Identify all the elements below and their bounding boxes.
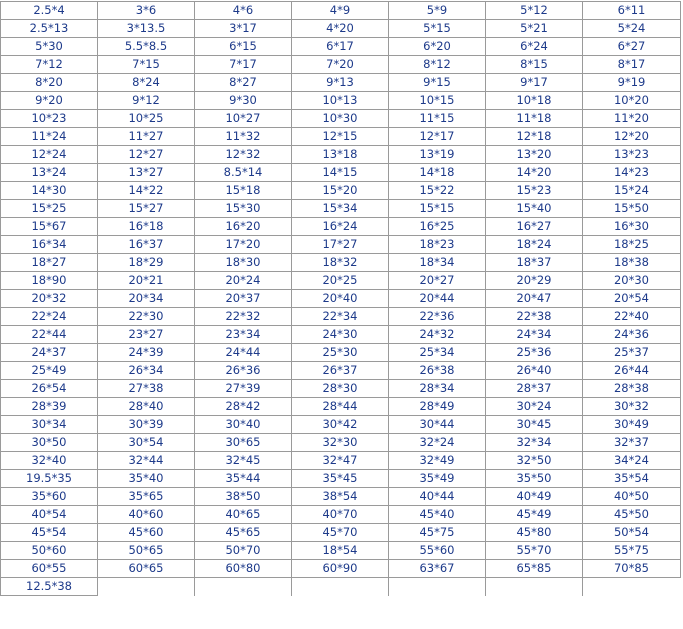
table-cell: 5*15 [389,20,486,38]
table-cell: 8*15 [486,56,583,74]
table-cell: 10*23 [1,110,98,128]
table-cell: 24*37 [1,344,98,362]
table-cell: 15*30 [195,200,292,218]
table-cell: 28*39 [1,398,98,416]
table-cell: 13*24 [1,164,98,182]
table-cell: 45*75 [389,524,486,542]
table-cell: 12*24 [1,146,98,164]
table-cell [195,578,292,596]
table-cell: 70*85 [583,560,681,578]
table-row [1,506,681,524]
table-cell: 5*12 [486,2,583,20]
table-cell: 25*49 [1,362,98,380]
table-cell: 9*20 [1,92,98,110]
table-cell: 35*44 [195,470,292,488]
table-cell: 18*90 [1,272,98,290]
table-cell: 40*65 [195,506,292,524]
table-cell: 32*34 [486,434,583,452]
table-cell [98,578,195,596]
table-cell: 11*20 [583,110,681,128]
table-cell: 11*24 [1,128,98,146]
table-cell: 55*60 [389,542,486,560]
table-cell: 11*27 [98,128,195,146]
table-cell: 15*22 [389,182,486,200]
table-cell: 50*65 [98,542,195,560]
table-cell: 12*20 [583,128,681,146]
table-row [1,524,681,542]
table-cell: 22*30 [98,308,195,326]
table-cell [583,578,681,596]
table-cell: 22*32 [195,308,292,326]
table-cell: 18*25 [583,236,681,254]
table-cell: 60*80 [195,560,292,578]
table-cell: 24*30 [292,326,389,344]
table-cell: 45*40 [389,506,486,524]
table-cell: 10*27 [195,110,292,128]
table-cell: 30*32 [583,398,681,416]
table-cell: 8*20 [1,74,98,92]
table-cell: 24*34 [486,326,583,344]
table-cell: 55*75 [583,542,681,560]
table-cell: 13*18 [292,146,389,164]
table-cell: 30*34 [1,416,98,434]
table-cell: 12*17 [389,128,486,146]
table-cell: 38*50 [195,488,292,506]
table-row [1,380,681,398]
table-cell: 16*27 [486,218,583,236]
table-cell: 35*49 [389,470,486,488]
table-cell: 28*49 [389,398,486,416]
table-cell: 2.5*4 [1,2,98,20]
table-row [1,560,681,578]
table-cell: 20*40 [292,290,389,308]
table-cell: 22*44 [1,326,98,344]
table-cell: 25*30 [292,344,389,362]
table-cell: 26*54 [1,380,98,398]
table-cell: 12*15 [292,128,389,146]
table-cell: 30*54 [98,434,195,452]
table-cell: 35*60 [1,488,98,506]
size-table-body [1,2,681,596]
table-row [1,20,681,38]
table-cell: 25*34 [389,344,486,362]
table-cell: 24*39 [98,344,195,362]
table-cell: 22*24 [1,308,98,326]
table-cell: 32*24 [389,434,486,452]
table-cell: 15*40 [486,200,583,218]
table-cell: 11*15 [389,110,486,128]
table-cell: 14*30 [1,182,98,200]
table-cell: 11*32 [195,128,292,146]
table-cell: 18*37 [486,254,583,272]
table-cell: 20*54 [583,290,681,308]
table-cell: 32*37 [583,434,681,452]
table-cell: 30*40 [195,416,292,434]
table-cell: 3*13.5 [98,20,195,38]
table-cell: 8*12 [389,56,486,74]
table-cell: 60*65 [98,560,195,578]
table-cell: 9*30 [195,92,292,110]
table-cell: 28*42 [195,398,292,416]
table-cell: 40*50 [583,488,681,506]
table-cell: 20*21 [98,272,195,290]
table-cell: 14*18 [389,164,486,182]
table-cell: 35*40 [98,470,195,488]
table-cell: 5*21 [486,20,583,38]
table-row [1,416,681,434]
table-cell: 32*30 [292,434,389,452]
table-cell: 13*27 [98,164,195,182]
table-cell: 4*20 [292,20,389,38]
table-cell: 50*60 [1,542,98,560]
table-cell: 7*15 [98,56,195,74]
table-row [1,362,681,380]
table-cell: 5.5*8.5 [98,38,195,56]
table-cell: 28*34 [389,380,486,398]
table-cell: 60*55 [1,560,98,578]
table-cell: 6*24 [486,38,583,56]
table-cell: 10*18 [486,92,583,110]
table-cell: 16*30 [583,218,681,236]
table-cell: 50*70 [195,542,292,560]
table-cell: 16*25 [389,218,486,236]
table-cell: 18*30 [195,254,292,272]
table-cell: 26*44 [583,362,681,380]
table-cell: 20*30 [583,272,681,290]
table-cell: 26*37 [292,362,389,380]
table-cell: 45*70 [292,524,389,542]
table-cell: 16*24 [292,218,389,236]
table-cell: 55*70 [486,542,583,560]
table-cell: 40*49 [486,488,583,506]
table-cell: 17*27 [292,236,389,254]
table-cell: 45*50 [583,506,681,524]
table-cell: 12*27 [98,146,195,164]
table-cell: 20*47 [486,290,583,308]
table-row [1,146,681,164]
table-cell: 9*12 [98,92,195,110]
table-cell: 15*15 [389,200,486,218]
table-row [1,578,681,596]
table-cell: 12*32 [195,146,292,164]
table-cell: 15*23 [486,182,583,200]
table-cell: 10*15 [389,92,486,110]
table-cell: 4*9 [292,2,389,20]
table-cell: 18*29 [98,254,195,272]
table-cell: 7*20 [292,56,389,74]
table-cell: 22*34 [292,308,389,326]
table-cell: 6*11 [583,2,681,20]
table-cell: 3*17 [195,20,292,38]
table-cell: 35*45 [292,470,389,488]
table-row [1,74,681,92]
table-cell: 38*54 [292,488,389,506]
table-row [1,344,681,362]
table-cell: 40*70 [292,506,389,524]
table-cell: 22*40 [583,308,681,326]
table-cell: 45*54 [1,524,98,542]
table-cell: 22*38 [486,308,583,326]
table-cell: 6*15 [195,38,292,56]
table-row [1,200,681,218]
table-cell: 11*18 [486,110,583,128]
table-cell: 10*30 [292,110,389,128]
table-cell: 30*24 [486,398,583,416]
table-cell: 32*50 [486,452,583,470]
table-cell: 30*50 [1,434,98,452]
table-cell: 35*54 [583,470,681,488]
table-cell: 65*85 [486,560,583,578]
table-row [1,470,681,488]
table-cell: 30*45 [486,416,583,434]
table-cell: 50*54 [583,524,681,542]
table-cell: 13*23 [583,146,681,164]
table-cell: 15*27 [98,200,195,218]
table-cell: 15*50 [583,200,681,218]
table-cell: 5*24 [583,20,681,38]
table-cell: 20*44 [389,290,486,308]
table-cell: 23*34 [195,326,292,344]
table-cell: 18*27 [1,254,98,272]
table-cell: 14*23 [583,164,681,182]
table-row [1,452,681,470]
table-cell: 30*42 [292,416,389,434]
table-cell [292,578,389,596]
table-cell: 6*17 [292,38,389,56]
table-cell: 24*44 [195,344,292,362]
table-cell: 17*20 [195,236,292,254]
table-cell: 8.5*14 [195,164,292,182]
table-cell: 18*32 [292,254,389,272]
table-row [1,218,681,236]
table-cell: 13*19 [389,146,486,164]
table-cell: 16*20 [195,218,292,236]
table-cell: 30*44 [389,416,486,434]
table-row [1,56,681,74]
table-cell: 15*24 [583,182,681,200]
table-cell: 40*54 [1,506,98,524]
table-cell [389,578,486,596]
table-cell: 15*20 [292,182,389,200]
table-cell: 13*20 [486,146,583,164]
table-cell: 3*6 [98,2,195,20]
table-cell: 26*40 [486,362,583,380]
table-cell: 28*44 [292,398,389,416]
table-row [1,542,681,560]
size-table-wrapper [0,1,682,596]
table-cell: 9*13 [292,74,389,92]
table-cell: 15*25 [1,200,98,218]
table-cell: 24*36 [583,326,681,344]
table-cell: 6*27 [583,38,681,56]
table-cell: 30*49 [583,416,681,434]
table-cell: 14*20 [486,164,583,182]
table-cell: 40*44 [389,488,486,506]
table-cell: 34*24 [583,452,681,470]
table-cell: 2.5*13 [1,20,98,38]
table-cell: 8*17 [583,56,681,74]
table-cell: 10*25 [98,110,195,128]
table-cell: 32*44 [98,452,195,470]
table-cell: 63*67 [389,560,486,578]
table-cell: 16*37 [98,236,195,254]
table-row [1,326,681,344]
table-cell: 15*34 [292,200,389,218]
table-cell: 14*15 [292,164,389,182]
table-cell: 7*17 [195,56,292,74]
table-row [1,236,681,254]
table-cell: 32*40 [1,452,98,470]
size-table [0,1,681,596]
table-cell: 18*34 [389,254,486,272]
table-cell: 14*22 [98,182,195,200]
table-cell: 60*90 [292,560,389,578]
table-cell: 45*65 [195,524,292,542]
table-cell: 45*80 [486,524,583,542]
table-cell: 28*40 [98,398,195,416]
table-cell: 18*24 [486,236,583,254]
table-cell [486,578,583,596]
table-cell: 26*36 [195,362,292,380]
table-cell: 20*29 [486,272,583,290]
table-cell: 40*60 [98,506,195,524]
table-cell: 27*39 [195,380,292,398]
table-cell: 32*47 [292,452,389,470]
table-cell: 26*34 [98,362,195,380]
table-cell: 6*20 [389,38,486,56]
table-cell: 45*49 [486,506,583,524]
table-cell: 23*27 [98,326,195,344]
table-cell: 9*15 [389,74,486,92]
table-row [1,434,681,452]
table-cell: 19.5*35 [1,470,98,488]
table-cell: 5*30 [1,38,98,56]
table-cell: 15*67 [1,218,98,236]
table-cell: 18*38 [583,254,681,272]
table-cell: 18*54 [292,542,389,560]
table-cell: 25*36 [486,344,583,362]
table-cell: 35*50 [486,470,583,488]
table-cell: 32*49 [389,452,486,470]
table-cell: 22*36 [389,308,486,326]
table-cell: 30*65 [195,434,292,452]
table-cell: 10*20 [583,92,681,110]
table-cell: 5*9 [389,2,486,20]
table-cell: 9*17 [486,74,583,92]
table-row [1,398,681,416]
table-cell: 7*12 [1,56,98,74]
table-cell: 20*25 [292,272,389,290]
table-cell: 28*37 [486,380,583,398]
table-cell: 32*45 [195,452,292,470]
table-cell: 9*19 [583,74,681,92]
table-row [1,488,681,506]
table-cell: 24*32 [389,326,486,344]
table-row [1,92,681,110]
table-row [1,308,681,326]
table-cell: 25*37 [583,344,681,362]
table-cell: 16*34 [1,236,98,254]
table-row [1,2,681,20]
table-cell: 20*37 [195,290,292,308]
table-row [1,254,681,272]
table-cell: 20*32 [1,290,98,308]
table-cell: 35*65 [98,488,195,506]
table-cell: 4*6 [195,2,292,20]
table-cell: 28*30 [292,380,389,398]
table-row [1,110,681,128]
table-row [1,290,681,308]
table-cell: 12*18 [486,128,583,146]
table-cell: 16*18 [98,218,195,236]
table-cell: 8*27 [195,74,292,92]
table-cell: 30*39 [98,416,195,434]
table-row [1,38,681,56]
table-cell: 26*38 [389,362,486,380]
table-cell: 20*27 [389,272,486,290]
table-cell: 18*23 [389,236,486,254]
table-cell: 12.5*38 [1,578,98,596]
table-cell: 10*13 [292,92,389,110]
table-row [1,182,681,200]
table-row [1,272,681,290]
table-row [1,128,681,146]
table-cell: 20*34 [98,290,195,308]
table-cell: 27*38 [98,380,195,398]
table-cell: 15*18 [195,182,292,200]
table-cell: 20*24 [195,272,292,290]
table-cell: 45*60 [98,524,195,542]
table-cell: 28*38 [583,380,681,398]
table-cell: 8*24 [98,74,195,92]
table-row [1,164,681,182]
